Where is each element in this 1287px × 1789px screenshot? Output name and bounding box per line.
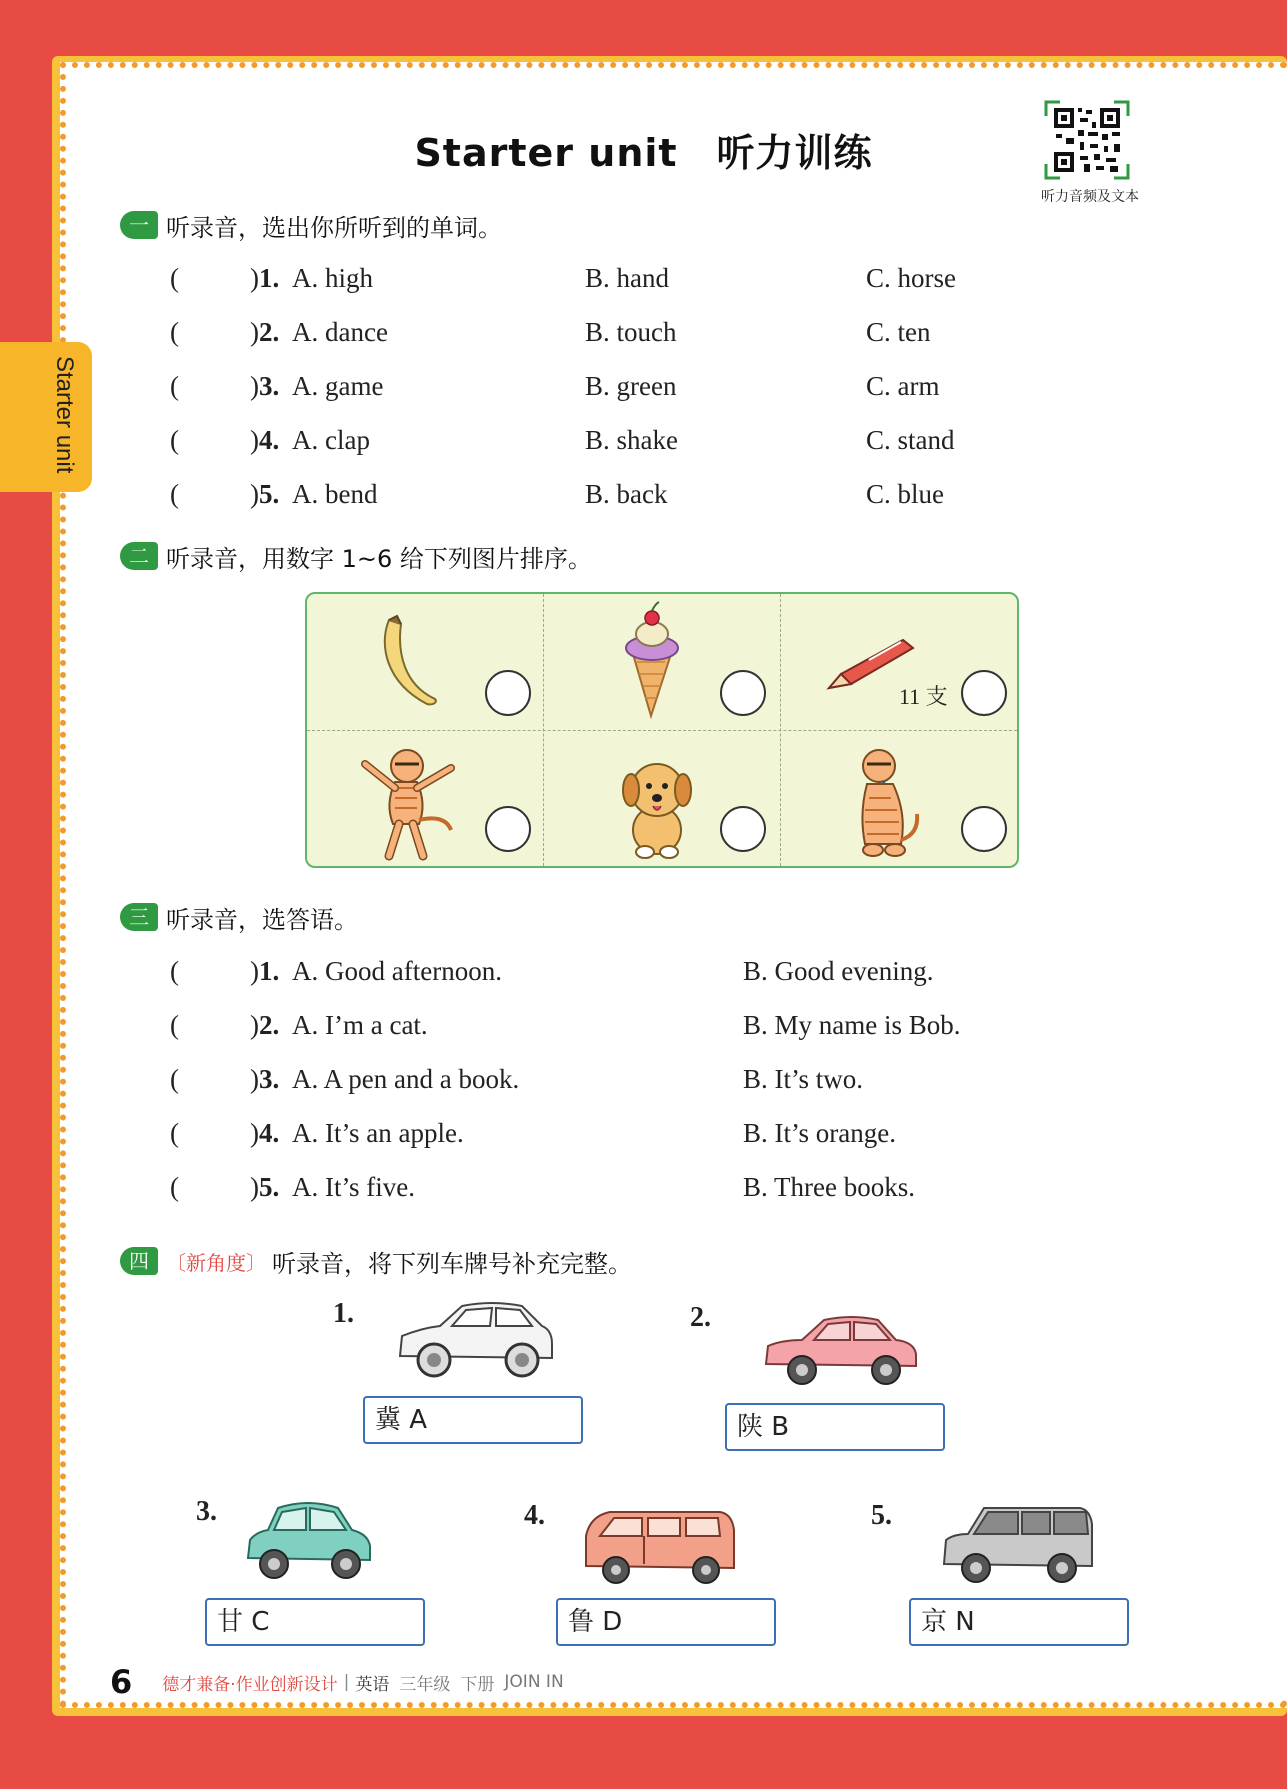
compact-car-green-icon	[242, 1496, 376, 1586]
question-number: 3.	[259, 1063, 280, 1094]
option-a: A. Good afternoon.	[292, 955, 502, 986]
grade-label: 三年级	[399, 1674, 451, 1695]
option-a: A. It’s five.	[292, 1171, 415, 1202]
license-plate-2[interactable]: 陕 B	[725, 1403, 945, 1451]
question-number: 4.	[259, 1117, 280, 1148]
section-2-instruction: 听录音，用数字 1~6 给下列图片排序。	[166, 544, 592, 573]
option-c: C. stand	[866, 424, 955, 455]
book-series: 德才兼备·作业创新设计	[162, 1674, 338, 1695]
option-b: B. It’s orange.	[743, 1117, 896, 1148]
option-a: A. dance	[292, 316, 388, 347]
workbook-page: Starter unit Starter unit 听力训练 听力音频及文本 一 听录音，选出你所听到的单词。 ( )1. A. high B. hand C. horse ( )2. A. dance B. touch C. ten ( )3. A. game B. green C. arm ( )4. A. clap B. shake C. stand ( )5. A. bend B. back C. blue 二 听录音，用数字 1~6 给下列图片排序。 11 支 三 听录音，选答语。 ( )1. A. Good afternoon. B. Good evening. ( )2. A. I’m a cat. B. My name is Bob. ( )3. A. A pen and a book. B. It’s two. ( )4. A. It’s an apple. B. It’s orange. ( )5. A. It’s five. B. Three books. 四 〔新角度〕 听录音，将下列车牌号补充完整。 1. 冀 A 2. 陕 B 3. 甘 C 4. 鲁 D 5. 京 N 6 德才兼备·作业创新设计 | 英语 三年级 下册 JOIN IN	[0, 0, 1287, 1789]
license-plate-4[interactable]: 鲁 D	[556, 1598, 776, 1646]
question-number: 1.	[259, 262, 280, 293]
answer-blank[interactable]: (	[170, 424, 179, 455]
answer-blank[interactable]: (	[170, 316, 179, 347]
qr-caption: 听力音频及文本	[1041, 189, 1139, 205]
section-1-badge: 一	[120, 211, 158, 239]
section-3-heading	[120, 900, 358, 934]
option-c: C. ten	[866, 316, 931, 347]
question-number: 5.	[259, 478, 280, 509]
section-2-heading	[120, 539, 592, 573]
answer-blank[interactable]: (	[170, 1009, 179, 1040]
option-b: B. My name is Bob.	[743, 1009, 961, 1040]
footer-separator: |	[343, 1672, 350, 1692]
question-number: 1.	[259, 955, 280, 986]
car-number: 3.	[196, 1496, 217, 1527]
option-a: A. clap	[292, 424, 370, 455]
answer-blank[interactable]: (	[170, 1171, 179, 1202]
picture-grid	[305, 592, 1019, 868]
ice-cream-icon	[617, 600, 687, 720]
order-circle[interactable]	[485, 806, 531, 852]
puppy-icon	[617, 752, 697, 860]
option-b: B. Three books.	[743, 1171, 915, 1202]
page-number: 6	[110, 1663, 133, 1701]
qr-code-icon[interactable]	[1044, 100, 1130, 180]
sedan-pink-icon	[762, 1310, 922, 1388]
side-tab	[0, 342, 92, 492]
option-b: B. back	[585, 478, 668, 509]
side-tab-label: Starter unit	[51, 356, 78, 474]
tiger-sit-icon	[843, 744, 923, 862]
option-b: B. shake	[585, 424, 678, 455]
license-plate-3[interactable]: 甘 C	[205, 1598, 425, 1646]
option-c: C. arm	[866, 370, 940, 401]
new-angle-tag: 〔新角度〕	[166, 1250, 266, 1275]
order-circle[interactable]	[961, 670, 1007, 716]
section-3-instruction: 听录音，选答语。	[166, 905, 358, 934]
order-circle[interactable]	[961, 806, 1007, 852]
order-circle[interactable]	[485, 670, 531, 716]
car-number: 5.	[871, 1500, 892, 1531]
question-number: 2.	[259, 316, 280, 347]
page-title: Starter unit 听力训练	[414, 131, 873, 175]
car-number: 1.	[333, 1298, 354, 1329]
question-number: 4.	[259, 424, 280, 455]
section-4-badge: 四	[120, 1247, 158, 1275]
section-2-badge: 二	[120, 542, 158, 570]
order-circle[interactable]	[720, 670, 766, 716]
option-a: A. high	[292, 262, 373, 293]
section-3-badge: 三	[120, 903, 158, 931]
question-number: 5.	[259, 1171, 280, 1202]
option-b: B. touch	[585, 316, 677, 347]
subject-label: 英语	[355, 1674, 390, 1695]
section-1-heading	[120, 208, 502, 242]
suv-white-icon	[392, 1294, 558, 1386]
option-b: B. It’s two.	[743, 1063, 864, 1094]
answer-blank[interactable]: (	[170, 1063, 179, 1094]
order-circle[interactable]	[720, 806, 766, 852]
option-a: A. A pen and a book.	[292, 1063, 520, 1094]
pen-count-label: 11 支	[899, 684, 948, 709]
van-salmon-icon	[580, 1506, 740, 1588]
option-c: C. blue	[866, 478, 944, 509]
option-b: B. Good evening.	[743, 955, 934, 986]
option-b: B. green	[585, 370, 677, 401]
answer-blank[interactable]: (	[170, 262, 179, 293]
volume-label: 下册	[460, 1674, 495, 1695]
question-number: 2.	[259, 1009, 280, 1040]
section-4-instruction: 听录音，将下列车牌号补充完整。	[272, 1249, 632, 1278]
answer-blank[interactable]: (	[170, 1117, 179, 1148]
option-a: A. It’s an apple.	[292, 1117, 464, 1148]
tiger-wave-icon	[355, 744, 465, 862]
answer-blank[interactable]: (	[170, 955, 179, 986]
car-number: 2.	[690, 1302, 711, 1333]
section-1-instruction: 听录音，选出你所听到的单词。	[166, 213, 502, 242]
answer-blank[interactable]: (	[170, 370, 179, 401]
section-4-heading	[120, 1244, 632, 1278]
license-plate-5[interactable]: 京 N	[909, 1598, 1129, 1646]
license-plate-1[interactable]: 冀 A	[363, 1396, 583, 1444]
question-number: 3.	[259, 370, 280, 401]
car-number: 4.	[524, 1500, 545, 1531]
answer-blank[interactable]: (	[170, 478, 179, 509]
option-c: C. horse	[866, 262, 956, 293]
edition-label: JOIN IN	[504, 1672, 564, 1692]
jeep-grey-icon	[940, 1500, 1096, 1588]
option-b: B. hand	[585, 262, 669, 293]
banana-icon	[375, 614, 445, 710]
option-a: A. bend	[292, 478, 378, 509]
page-footer	[110, 1662, 564, 1702]
option-a: A. I’m a cat.	[292, 1009, 428, 1040]
option-a: A. game	[292, 370, 384, 401]
